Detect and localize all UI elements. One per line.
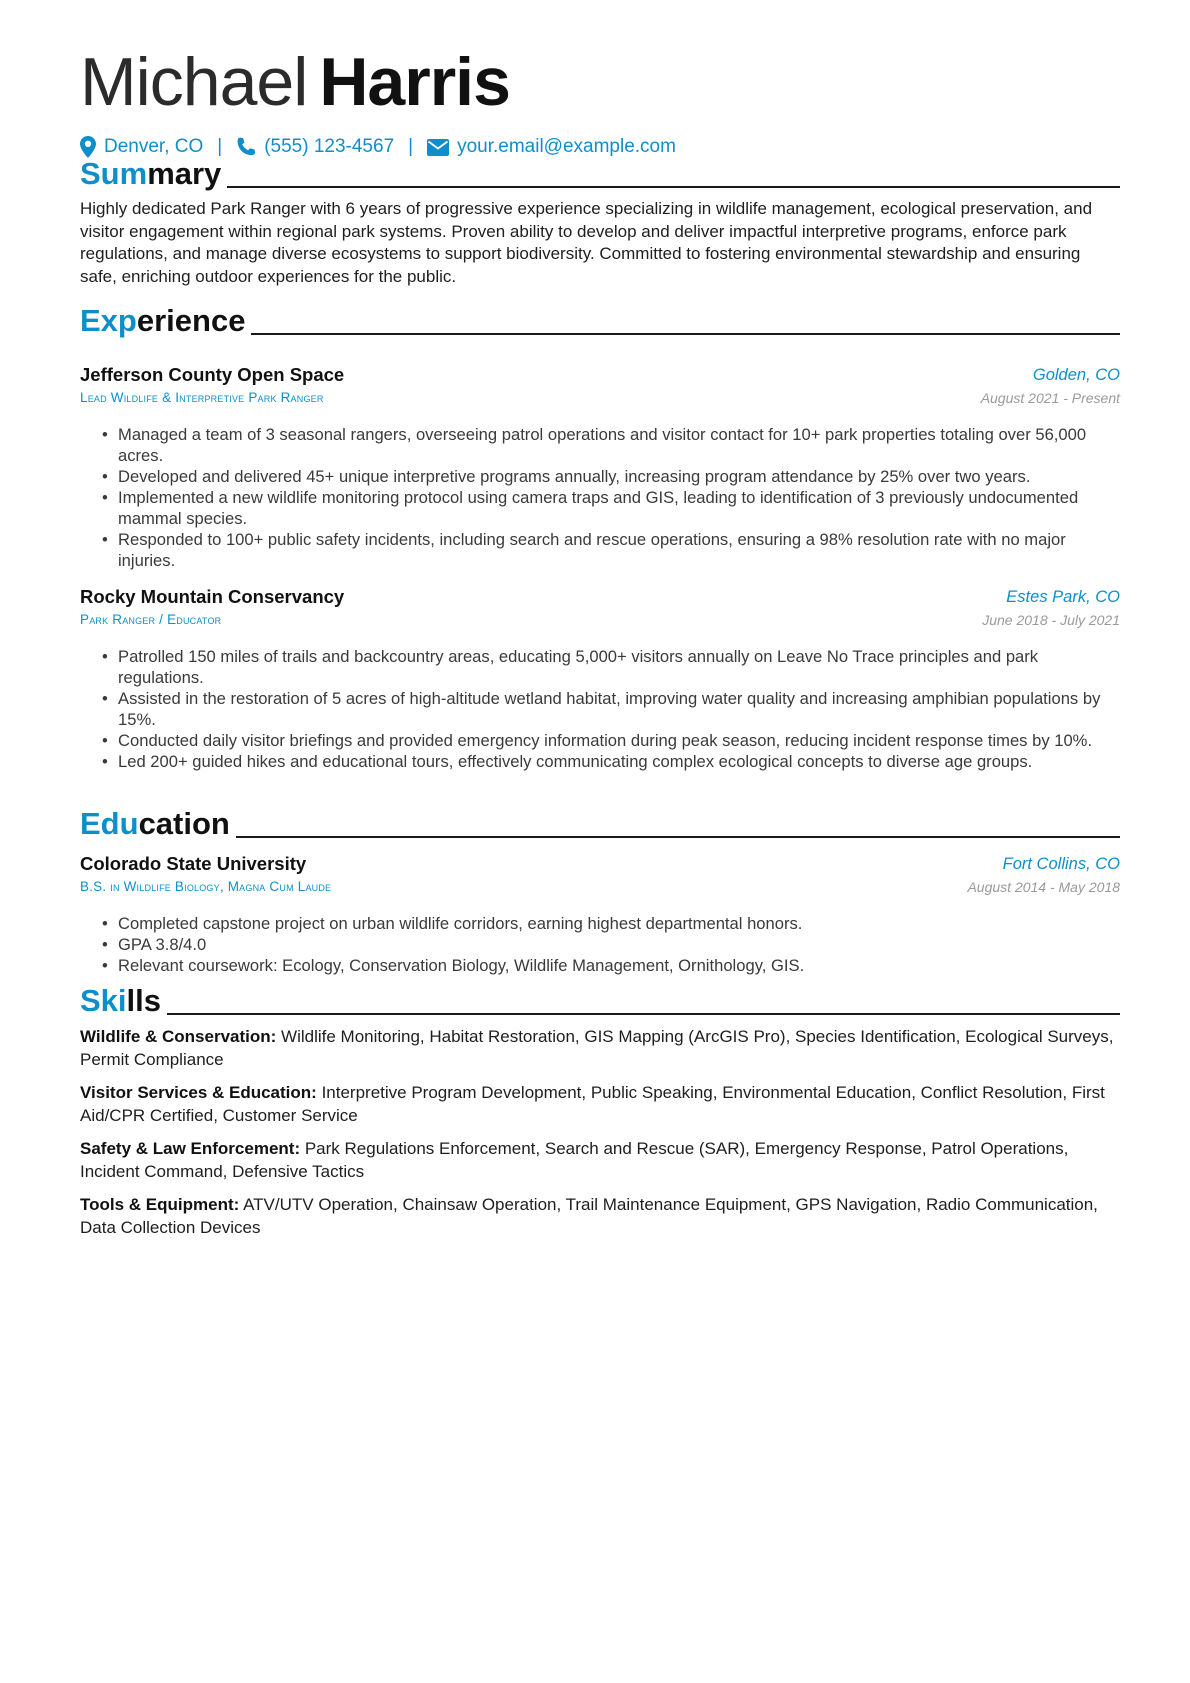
- skill-group-items: Wildlife Monitoring, Habitat Restoration, GIS Mapping (ArcGIS Pro), Species Identification, Ecological Surveys, Permit Compliance: [80, 1027, 1114, 1069]
- degree-title: B.S. in Wildlife Biology, Magna Cum Laude: [80, 879, 332, 894]
- last-name: Harris: [319, 44, 510, 120]
- section-title: Experience: [80, 303, 246, 338]
- education-entry-header: [80, 852, 1120, 898]
- envelope-icon: [427, 139, 457, 156]
- skill-group: [80, 1082, 1120, 1127]
- job-title: Park Ranger / Educator: [80, 612, 222, 627]
- skill-group-items: Interpretive Program Development, Public Speaking, Environmental Education, Conflict Resolution, First Aid/CPR Certified, Customer Service: [80, 1083, 1105, 1125]
- section-rule: [236, 836, 1120, 838]
- list-item: • Managed a team of 3 seasonal rangers, overseeing patrol operations and visitor contact for 10+ park properties totaling over 56,000 acres.: [102, 424, 1120, 466]
- location-text: Denver, CO: [104, 136, 204, 157]
- skill-group: [80, 1138, 1120, 1183]
- skill-group-items: ATV/UTV Operation, Chainsaw Operation, Trail Maintenance Equipment, GPS Navigation, Radio Communication, Data Collection Devices: [80, 1195, 1098, 1237]
- contact-separator: |: [217, 136, 223, 157]
- skills-heading: [80, 981, 1120, 1021]
- section-title: Skills: [80, 983, 161, 1018]
- skill-group: [80, 1026, 1120, 1071]
- job-bullets: [102, 646, 1120, 772]
- job-bullets: [102, 424, 1120, 571]
- school-location: Fort Collins, CO: [1002, 855, 1120, 873]
- candidate-name: [80, 42, 510, 122]
- list-item: • Completed capstone project on urban wildlife corridors, earning highest departmental honors.: [102, 913, 1120, 934]
- school-dates: August 2014 - May 2018: [967, 879, 1120, 895]
- list-item: • GPA 3.8/4.0: [102, 934, 1120, 955]
- job-location: Golden, CO: [1032, 366, 1120, 384]
- list-item: • Patrolled 150 miles of trails and backcountry areas, educating 5,000+ visitors annually on Leave No Trace principles and park regulations.: [102, 646, 1120, 688]
- employer-name: Rocky Mountain Conservancy: [80, 586, 345, 607]
- list-item: • Responded to 100+ public safety incidents, including search and rescue operations, ensuring a 98% resolution rate with no major injuries.: [102, 529, 1120, 571]
- school-name: Colorado State University: [80, 853, 307, 874]
- skill-group-label: Visitor Services & Education:: [80, 1083, 317, 1102]
- skill-group-items: Park Regulations Enforcement, Search and Rescue (SAR), Emergency Response, Patrol Operations, Incident Command, Defensive Tactics: [80, 1139, 1069, 1181]
- section-rule: [251, 333, 1120, 335]
- list-item: • Relevant coursework: Ecology, Conservation Biology, Wildlife Management, Ornithology, GIS.: [102, 955, 1120, 976]
- list-item: • Implemented a new wildlife monitoring protocol using camera traps and GIS, leading to identification of 3 previously undocumented mammal species.: [102, 487, 1120, 529]
- skill-group: [80, 1194, 1120, 1239]
- experience-heading: [80, 301, 1120, 341]
- first-name: Michael: [80, 44, 308, 120]
- skill-group-label: Safety & Law Enforcement:: [80, 1139, 301, 1158]
- employer-name: Jefferson County Open Space: [80, 364, 345, 385]
- section-title: Summary: [80, 156, 222, 191]
- list-item: • Assisted in the restoration of 5 acres of high-altitude wetland habitat, improving water quality and increasing amphibian populations by 15%.: [102, 688, 1120, 730]
- email-link: your.email@example.com: [457, 136, 676, 157]
- education-bullets: [102, 913, 1120, 976]
- list-item: • Conducted daily visitor briefings and provided emergency information during peak season, reducing incident response times by 10%.: [102, 730, 1120, 751]
- skill-group-label: Wildlife & Conservation:: [80, 1027, 277, 1046]
- summary-text: Highly dedicated Park Ranger with 6 years of progressive experience specializing in wildlife management, ecological preservation, and visitor engagement within regional park systems. Proven ability to develop and deliver impactful interpretive programs, enforce park regulations, and manage diverse ecosystems to support biodiversity. Committed to fostering environmental stewardship and ensuring safe, enriching outdoor experiences for the public.: [80, 199, 1093, 286]
- phone-text: (555) 123-4567: [264, 136, 395, 157]
- section-rule: [167, 1013, 1120, 1015]
- contact-separator: |: [408, 136, 414, 157]
- job-dates: June 2018 - July 2021: [982, 612, 1120, 628]
- list-item: • Led 200+ guided hikes and educational tours, effectively communicating complex ecological concepts to diverse age groups.: [102, 751, 1120, 772]
- job-location: Estes Park, CO: [1006, 588, 1120, 606]
- job-entry-header: [80, 363, 1120, 409]
- job-entry-header: [80, 585, 1120, 631]
- list-item: • Developed and delivered 45+ unique interpretive programs annually, increasing program attendance by 25% over two years.: [102, 466, 1120, 487]
- section-rule: [227, 186, 1120, 188]
- job-title: Lead Wildlife & Interpretive Park Ranger: [80, 390, 324, 405]
- summary-heading: [80, 154, 1120, 194]
- education-heading: [80, 804, 1120, 844]
- section-title: Education: [80, 806, 230, 841]
- skill-group-label: Tools & Equipment:: [80, 1195, 240, 1214]
- job-dates: August 2021 - Present: [980, 390, 1120, 406]
